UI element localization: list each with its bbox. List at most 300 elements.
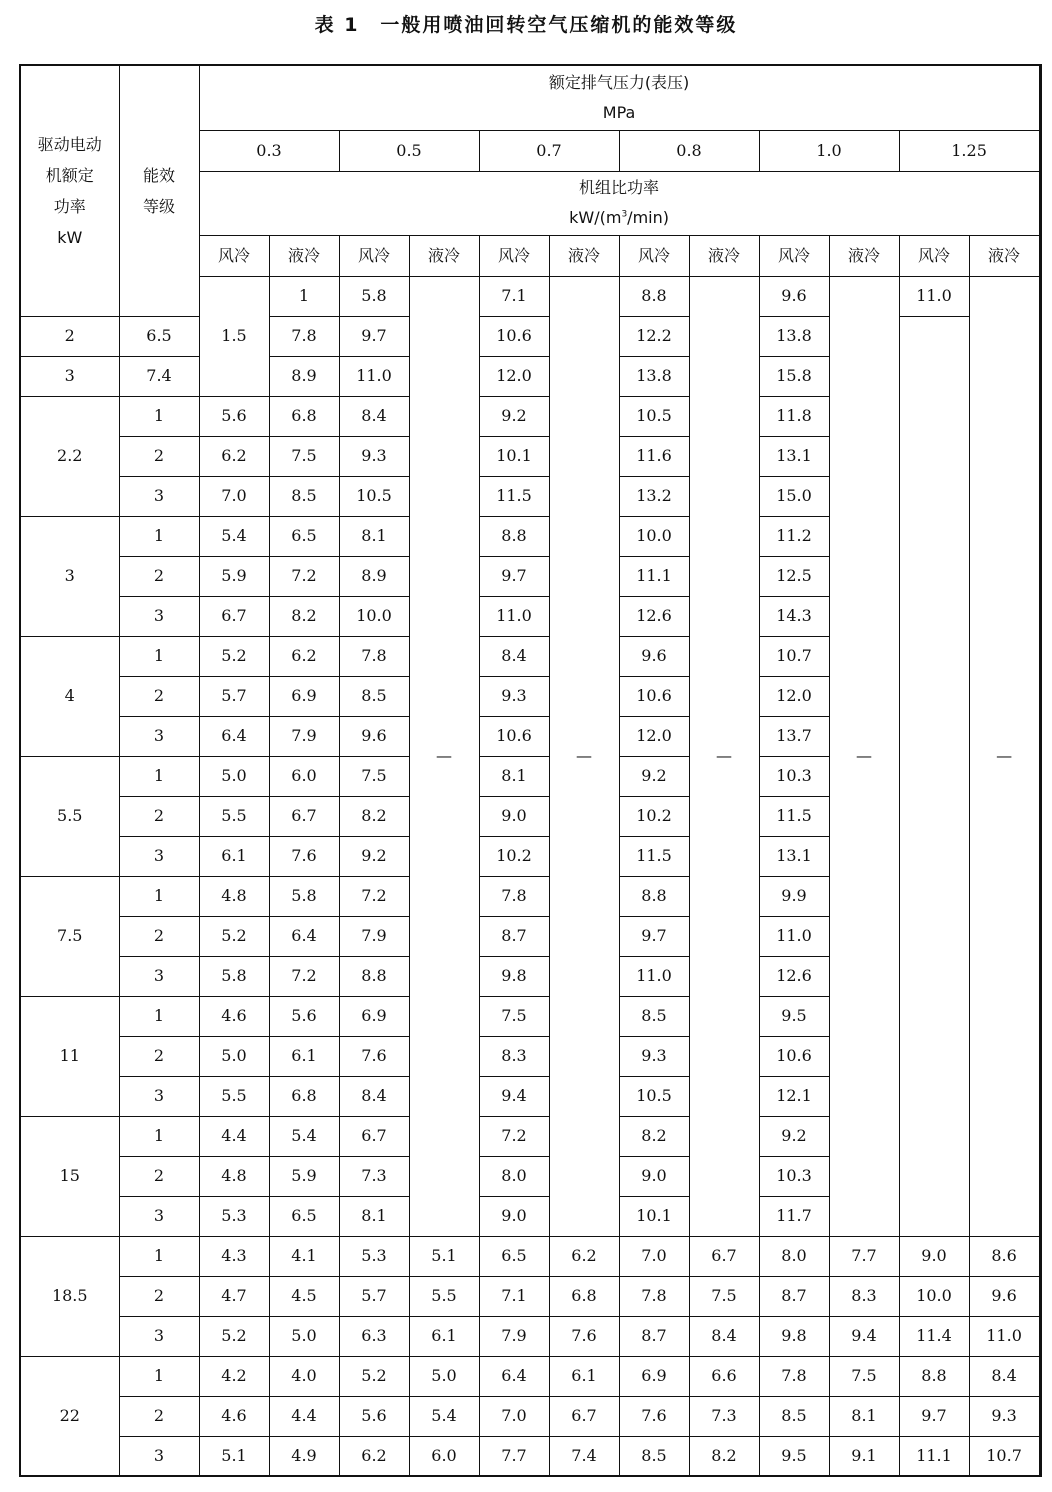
grade-cell: 2 — [119, 676, 199, 716]
air-cooled-value: 10.3 — [759, 1156, 829, 1196]
grade-cell: 1 — [119, 876, 199, 916]
air-cooled-value: 6.4 — [479, 1356, 549, 1396]
air-cooled-value: 5.6 — [199, 396, 269, 436]
pressure-value: 0.8 — [619, 130, 759, 171]
grade-cell: 1 — [119, 396, 199, 436]
air-cooled-value: 4.4 — [199, 1116, 269, 1156]
grade-cell: 1 — [119, 1116, 199, 1156]
air-cooled-value: 13.8 — [619, 356, 689, 396]
unit-superscript: 3 — [621, 209, 628, 220]
air-cooled-value: 6.5 — [479, 1236, 549, 1276]
liquid-cooled-na: — — [969, 276, 1039, 1236]
air-cooled-value: 12.0 — [479, 356, 549, 396]
air-cooled-value: 6.4 — [199, 716, 269, 756]
air-cooled-header: 风冷 — [199, 235, 269, 276]
air-cooled-value: 6.7 — [199, 596, 269, 636]
air-cooled-value: 13.1 — [759, 436, 829, 476]
air-cooled-value: 9.6 — [619, 636, 689, 676]
air-cooled-value: 5.1 — [199, 1436, 269, 1476]
air-cooled-value: 9.2 — [619, 756, 689, 796]
air-cooled-value: 9.8 — [479, 956, 549, 996]
air-cooled-value: 9.0 — [619, 1156, 689, 1196]
liquid-cooled-na: — — [409, 276, 479, 1236]
liquid-cooled-value: 8.4 — [689, 1316, 759, 1356]
air-cooled-value: 5.9 — [269, 1156, 339, 1196]
air-cooled-value: 8.5 — [269, 476, 339, 516]
air-cooled-value: 10.5 — [619, 396, 689, 436]
grade-cell: 3 — [119, 716, 199, 756]
motor-power-cell: 1.5 — [199, 276, 269, 396]
air-cooled-value: 6.9 — [269, 676, 339, 716]
air-cooled-value: 8.7 — [619, 1316, 689, 1356]
liquid-cooled-value: 5.1 — [409, 1236, 479, 1276]
air-cooled-value: 8.8 — [619, 876, 689, 916]
liquid-cooled-value: 5.4 — [409, 1396, 479, 1436]
air-cooled-value: 7.5 — [269, 436, 339, 476]
air-cooled-value: 8.2 — [619, 1116, 689, 1156]
header-motor-power-line: 功率 — [53, 196, 86, 216]
air-cooled-value: 9.3 — [339, 436, 409, 476]
air-cooled-value: 5.9 — [199, 556, 269, 596]
air-cooled-value: 5.2 — [199, 636, 269, 676]
air-cooled-header: 风冷 — [479, 235, 549, 276]
air-cooled-value: 13.1 — [759, 836, 829, 876]
unit-part: kW/(m — [569, 208, 622, 227]
air-cooled-value: 8.5 — [619, 1436, 689, 1476]
grade-cell: 2 — [119, 1276, 199, 1316]
grade-cell: 2 — [119, 796, 199, 836]
air-cooled-value: 8.9 — [339, 556, 409, 596]
liquid-cooled-value: 7.4 — [549, 1436, 619, 1476]
air-cooled-header: 风冷 — [759, 235, 829, 276]
air-cooled-value: 8.5 — [759, 1396, 829, 1436]
air-cooled-value: 6.8 — [269, 1076, 339, 1116]
air-cooled-value: 4.7 — [199, 1276, 269, 1316]
air-cooled-value: 7.0 — [199, 476, 269, 516]
air-cooled-value: 5.2 — [199, 1316, 269, 1356]
air-cooled-value: 12.6 — [619, 596, 689, 636]
liquid-cooled-value: 6.1 — [549, 1356, 619, 1396]
grade-cell: 3 — [119, 596, 199, 636]
air-cooled-value: 6.1 — [269, 1036, 339, 1076]
motor-power-cell: 7.5 — [20, 876, 119, 996]
air-cooled-value: 7.6 — [339, 1036, 409, 1076]
air-cooled-value: 10.3 — [759, 756, 829, 796]
air-cooled-value: 9.9 — [759, 876, 829, 916]
air-cooled-value: 8.5 — [619, 996, 689, 1036]
air-cooled-value: 10.2 — [619, 796, 689, 836]
liquid-cooled-value: 4.9 — [269, 1436, 339, 1476]
air-cooled-value: 6.2 — [199, 436, 269, 476]
air-cooled-value: 9.3 — [479, 676, 549, 716]
liquid-cooled-header: 液冷 — [969, 235, 1039, 276]
air-cooled-value: 6.5 — [269, 1196, 339, 1236]
air-cooled-value: 10.6 — [759, 1036, 829, 1076]
air-cooled-value: 8.7 — [759, 1276, 829, 1316]
air-cooled-value: 7.8 — [339, 636, 409, 676]
grade-cell: 3 — [119, 1076, 199, 1116]
air-cooled-value: 10.5 — [619, 1076, 689, 1116]
air-cooled-value: 7.8 — [269, 316, 339, 356]
air-cooled-value: 8.4 — [339, 396, 409, 436]
air-cooled-value: 11.2 — [759, 516, 829, 556]
table-row — [20, 1436, 1041, 1476]
air-cooled-value: 7.3 — [339, 1156, 409, 1196]
air-cooled-value: 6.8 — [269, 396, 339, 436]
grade-cell: 2 — [119, 1156, 199, 1196]
air-cooled-value: 8.3 — [479, 1036, 549, 1076]
air-cooled-value: 8.7 — [479, 916, 549, 956]
air-cooled-value: 7.2 — [479, 1116, 549, 1156]
air-cooled-value: 7.6 — [619, 1396, 689, 1436]
motor-power-cell: 15 — [20, 1116, 119, 1236]
air-cooled-value: 8.8 — [479, 516, 549, 556]
table-row — [20, 1276, 1041, 1316]
header-motor-power-line: 机额定 — [45, 165, 94, 185]
air-cooled-value: 6.1 — [199, 836, 269, 876]
air-cooled-value: 7.0 — [479, 1396, 549, 1436]
air-cooled-value: 9.4 — [479, 1076, 549, 1116]
air-cooled-value: 6.9 — [339, 996, 409, 1036]
liquid-cooled-value: 5.0 — [409, 1356, 479, 1396]
air-cooled-value: 10.2 — [479, 836, 549, 876]
table-body — [20, 65, 1041, 1476]
liquid-cooled-value: 7.5 — [829, 1356, 899, 1396]
header-specific-power-unit — [200, 203, 1039, 233]
air-cooled-value: 5.3 — [199, 1196, 269, 1236]
header-pressure — [199, 65, 1039, 130]
air-cooled-value: 11.0 — [619, 956, 689, 996]
grade-cell: 3 — [119, 1316, 199, 1356]
grade-cell: 1 — [119, 756, 199, 796]
grade-cell: 2 — [119, 1036, 199, 1076]
air-cooled-value: 9.6 — [339, 716, 409, 756]
air-cooled-value: 6.3 — [339, 1316, 409, 1356]
air-cooled-value: 5.2 — [339, 1356, 409, 1396]
air-cooled-value: 7.5 — [339, 756, 409, 796]
air-cooled-value: 5.6 — [339, 1396, 409, 1436]
grade-cell: 3 — [119, 476, 199, 516]
liquid-cooled-value: 9.1 — [829, 1436, 899, 1476]
motor-power-cell: 3 — [20, 516, 119, 636]
air-cooled-value: 8.1 — [479, 756, 549, 796]
air-cooled-value: 10.0 — [339, 596, 409, 636]
pressure-value: 1.0 — [759, 130, 899, 171]
pressure-value: 0.5 — [339, 130, 479, 171]
air-cooled-value: 7.8 — [619, 1276, 689, 1316]
air-cooled-value: 12.0 — [619, 716, 689, 756]
liquid-cooled-value: 9.4 — [829, 1316, 899, 1356]
air-cooled-value: 9.0 — [479, 796, 549, 836]
liquid-cooled-value: 4.5 — [269, 1276, 339, 1316]
air-cooled-value: 8.0 — [759, 1236, 829, 1276]
liquid-cooled-value: 9.6 — [969, 1276, 1039, 1316]
air-cooled-value: 11.0 — [479, 596, 549, 636]
air-cooled-value: 15.8 — [759, 356, 829, 396]
unit-part: /min) — [627, 208, 669, 227]
air-cooled-value: 6.7 — [339, 1116, 409, 1156]
liquid-cooled-header: 液冷 — [269, 235, 339, 276]
air-cooled-value: 8.5 — [339, 676, 409, 716]
liquid-cooled-value: 5.5 — [409, 1276, 479, 1316]
air-cooled-value: 5.5 — [199, 796, 269, 836]
grade-cell: 3 — [119, 1436, 199, 1476]
air-cooled-value: 11.7 — [759, 1196, 829, 1236]
liquid-cooled-value: 6.0 — [409, 1436, 479, 1476]
liquid-cooled-value: 8.4 — [969, 1356, 1039, 1396]
air-cooled-value: 4.2 — [199, 1356, 269, 1396]
air-cooled-value: 5.4 — [269, 1116, 339, 1156]
air-cooled-value: 9.3 — [619, 1036, 689, 1076]
air-cooled-value: 7.5 — [479, 996, 549, 1036]
air-cooled-value: 7.2 — [269, 556, 339, 596]
air-cooled-value: 12.5 — [759, 556, 829, 596]
air-cooled-value: 6.4 — [269, 916, 339, 956]
air-cooled-value: 5.3 — [339, 1236, 409, 1276]
air-cooled-value: 13.8 — [759, 316, 829, 356]
pressure-value: 0.7 — [479, 130, 619, 171]
liquid-cooled-value: 7.7 — [829, 1236, 899, 1276]
liquid-cooled-value: 11.0 — [969, 1316, 1039, 1356]
header-grade-line: 能效 — [142, 165, 175, 185]
air-cooled-value: 6.7 — [269, 796, 339, 836]
air-cooled-value: 9.2 — [479, 396, 549, 436]
air-cooled-value: 6.2 — [339, 1436, 409, 1476]
air-cooled-value: 11.5 — [479, 476, 549, 516]
air-cooled-value: 11.5 — [759, 796, 829, 836]
air-cooled-value: 8.8 — [899, 1356, 969, 1396]
air-cooled-value: 11.5 — [619, 836, 689, 876]
header-specific-power-label: 机组比功率 — [579, 178, 660, 197]
air-cooled-value: 7.6 — [269, 836, 339, 876]
table-row — [20, 1236, 1041, 1276]
air-cooled-value: 4.8 — [199, 876, 269, 916]
air-cooled-value: 7.2 — [269, 956, 339, 996]
table-row — [20, 1396, 1041, 1436]
air-cooled-value: 9.2 — [339, 836, 409, 876]
air-cooled-value: 5.0 — [199, 756, 269, 796]
air-cooled-value: 10.1 — [619, 1196, 689, 1236]
air-cooled-value: 10.6 — [479, 716, 549, 756]
air-cooled-value: 6.5 — [119, 316, 199, 356]
air-cooled-value: 12.2 — [619, 316, 689, 356]
grade-cell: 1 — [119, 636, 199, 676]
air-cooled-header: 风冷 — [339, 235, 409, 276]
grade-cell: 1 — [119, 996, 199, 1036]
air-cooled-value: 8.8 — [339, 956, 409, 996]
header-pressure-label: 额定排气压力(表压) — [548, 72, 690, 92]
grade-cell: 2 — [119, 556, 199, 596]
liquid-cooled-na: — — [549, 276, 619, 1236]
liquid-cooled-value: 8.3 — [829, 1276, 899, 1316]
air-cooled-value: 5.8 — [269, 876, 339, 916]
air-cooled-value: 6.5 — [269, 516, 339, 556]
air-cooled-value: 5.5 — [199, 1076, 269, 1116]
air-cooled-value: 5.8 — [199, 956, 269, 996]
air-cooled-value: 6.9 — [619, 1356, 689, 1396]
air-cooled-value: 7.1 — [479, 276, 549, 316]
air-cooled-value: 5.8 — [339, 276, 409, 316]
efficiency-grade-table — [19, 64, 1042, 1477]
motor-power-cell: 18.5 — [20, 1236, 119, 1356]
air-cooled-value: 4.6 — [199, 996, 269, 1036]
pressure-value: 0.3 — [199, 130, 339, 171]
air-cooled-header: 风冷 — [619, 235, 689, 276]
air-cooled-value: 8.0 — [479, 1156, 549, 1196]
liquid-cooled-value: 8.6 — [969, 1236, 1039, 1276]
air-cooled-value: 11.6 — [619, 436, 689, 476]
header-motor-power — [20, 65, 119, 316]
motor-power-cell: 11 — [20, 996, 119, 1116]
header-motor-power-line: 驱动电动 — [37, 134, 102, 154]
air-cooled-value: 8.2 — [339, 796, 409, 836]
liquid-cooled-header: 液冷 — [549, 235, 619, 276]
air-cooled-value: 5.2 — [199, 916, 269, 956]
liquid-cooled-value: 6.7 — [689, 1236, 759, 1276]
air-cooled-value: 9.5 — [759, 1436, 829, 1476]
air-cooled-value: 7.1 — [479, 1276, 549, 1316]
table-title: 表 1 一般用喷油回转空气压缩机的能效等级 — [314, 14, 738, 36]
air-cooled-value: 8.1 — [339, 1196, 409, 1236]
header-efficiency-grade — [119, 65, 199, 316]
air-cooled-value: 10.0 — [619, 516, 689, 556]
air-cooled-value: 10.7 — [759, 636, 829, 676]
air-cooled-value: 10.0 — [899, 1276, 969, 1316]
liquid-cooled-value: 6.2 — [549, 1236, 619, 1276]
grade-cell: 2 — [119, 1396, 199, 1436]
liquid-cooled-value: 6.1 — [409, 1316, 479, 1356]
air-cooled-value: 10.6 — [479, 316, 549, 356]
liquid-cooled-value: 8.1 — [829, 1396, 899, 1436]
liquid-cooled-value: 8.2 — [689, 1436, 759, 1476]
liquid-cooled-value: 7.5 — [689, 1276, 759, 1316]
air-cooled-value: 8.2 — [269, 596, 339, 636]
air-cooled-value: 11.0 — [759, 916, 829, 956]
header-pressure-unit: MPa — [602, 102, 636, 122]
air-cooled-value: 8.4 — [339, 1076, 409, 1116]
header-grade-line: 等级 — [142, 196, 175, 216]
motor-power-cell: 22 — [20, 1356, 119, 1476]
liquid-cooled-na: — — [689, 276, 759, 1236]
table-row — [20, 1316, 1041, 1356]
air-cooled-value: 9.8 — [759, 1316, 829, 1356]
air-cooled-value: 11.0 — [899, 276, 969, 316]
grade-cell: 1 — [119, 1356, 199, 1396]
air-cooled-value: 9.7 — [339, 316, 409, 356]
air-cooled-value: 10.5 — [339, 476, 409, 516]
air-cooled-value: 10.1 — [479, 436, 549, 476]
air-cooled-value: 9.7 — [479, 556, 549, 596]
liquid-cooled-na: — — [829, 276, 899, 1236]
liquid-cooled-value: 4.4 — [269, 1396, 339, 1436]
air-cooled-value: 11.1 — [899, 1436, 969, 1476]
liquid-cooled-value: 6.7 — [549, 1396, 619, 1436]
air-cooled-value: 13.2 — [619, 476, 689, 516]
grade-cell: 2 — [119, 436, 199, 476]
liquid-cooled-value: 4.0 — [269, 1356, 339, 1396]
air-cooled-value: 5.4 — [199, 516, 269, 556]
air-cooled-value: 11.8 — [759, 396, 829, 436]
liquid-cooled-value: 6.8 — [549, 1276, 619, 1316]
air-cooled-value: 9.0 — [479, 1196, 549, 1236]
air-cooled-value: 7.9 — [269, 716, 339, 756]
liquid-cooled-value: 5.0 — [269, 1316, 339, 1356]
air-cooled-value: 4.6 — [199, 1396, 269, 1436]
air-cooled-value: 8.9 — [269, 356, 339, 396]
grade-cell: 1 — [119, 1236, 199, 1276]
grade-cell: 2 — [119, 916, 199, 956]
liquid-cooled-value: 9.3 — [969, 1396, 1039, 1436]
air-cooled-value: 7.4 — [119, 356, 199, 396]
air-cooled-value: 5.6 — [269, 996, 339, 1036]
air-cooled-value: 9.7 — [619, 916, 689, 956]
grade-cell: 1 — [269, 276, 339, 316]
grade-cell: 3 — [119, 956, 199, 996]
air-cooled-value: 14.3 — [759, 596, 829, 636]
air-cooled-value: 11.0 — [339, 356, 409, 396]
liquid-cooled-header: 液冷 — [409, 235, 479, 276]
air-cooled-value: 7.0 — [619, 1236, 689, 1276]
air-cooled-value: 5.7 — [199, 676, 269, 716]
air-cooled-value: 8.1 — [339, 516, 409, 556]
table-row — [20, 1356, 1041, 1396]
liquid-cooled-value: 6.6 — [689, 1356, 759, 1396]
grade-cell: 3 — [20, 356, 119, 396]
air-cooled-value: 7.2 — [339, 876, 409, 916]
air-cooled-value: 6.2 — [269, 636, 339, 676]
air-cooled-value: 12.1 — [759, 1076, 829, 1116]
liquid-cooled-header: 液冷 — [829, 235, 899, 276]
air-cooled-value: 7.8 — [479, 876, 549, 916]
grade-cell: 3 — [119, 1196, 199, 1236]
grade-cell: 3 — [119, 836, 199, 876]
liquid-cooled-header: 液冷 — [689, 235, 759, 276]
air-cooled-value: 11.1 — [619, 556, 689, 596]
air-cooled-value: 9.6 — [759, 276, 829, 316]
air-cooled-header: 风冷 — [899, 235, 969, 276]
air-cooled-value: 9.5 — [759, 996, 829, 1036]
air-cooled-value: 7.8 — [759, 1356, 829, 1396]
air-cooled-value: 12.0 — [759, 676, 829, 716]
grade-cell: 1 — [119, 516, 199, 556]
air-cooled-value: 5.7 — [339, 1276, 409, 1316]
air-cooled-value: 7.7 — [479, 1436, 549, 1476]
air-cooled-value: 12.6 — [759, 956, 829, 996]
air-cooled-value: 6.0 — [269, 756, 339, 796]
liquid-cooled-value: 4.1 — [269, 1236, 339, 1276]
header-specific-power — [199, 171, 1039, 235]
pressure-value: 1.25 — [899, 130, 1039, 171]
motor-power-cell: 4 — [20, 636, 119, 756]
air-cooled-value: 4.8 — [199, 1156, 269, 1196]
air-cooled-value: 4.3 — [199, 1236, 269, 1276]
air-cooled-value: 15.0 — [759, 476, 829, 516]
header-motor-power-unit: kW — [57, 227, 83, 247]
motor-power-cell: 5.5 — [20, 756, 119, 876]
air-cooled-value: 8.4 — [479, 636, 549, 676]
air-cooled-value: 8.8 — [619, 276, 689, 316]
air-cooled-value: 5.0 — [199, 1036, 269, 1076]
air-cooled-value: 7.9 — [479, 1316, 549, 1356]
motor-power-cell: 2.2 — [20, 396, 119, 516]
air-cooled-value: 9.7 — [899, 1396, 969, 1436]
air-cooled-value: 9.2 — [759, 1116, 829, 1156]
air-cooled-value: 7.9 — [339, 916, 409, 956]
liquid-cooled-value: 10.7 — [969, 1436, 1039, 1476]
air-cooled-value: 11.4 — [899, 1316, 969, 1356]
air-cooled-value: 10.6 — [619, 676, 689, 716]
air-cooled-value: 13.7 — [759, 716, 829, 756]
